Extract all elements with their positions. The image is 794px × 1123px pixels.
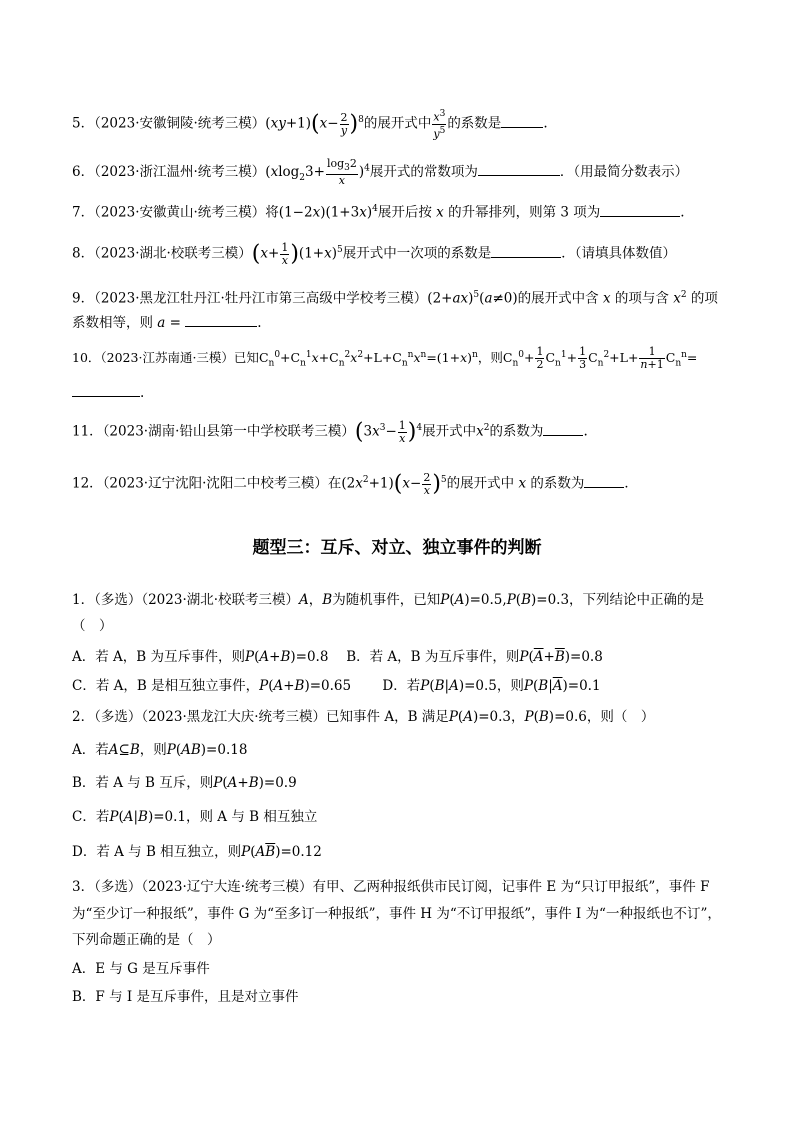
question-b3: 3．（多选）（2023·辽宁大连·统考三模）有甲、乙两种报纸供市民订阅，记事件 E 为“只订甲报纸”，事件 F [72, 879, 710, 895]
answer-blank[interactable] [491, 243, 561, 258]
question-b2: 2．（多选）（2023·黑龙江大庆·统考三模）已知事件 A，B 满足P(A)=0.3，P(B)=0.6，则（ ） [72, 709, 655, 725]
question-source: （2023·安徽铜陵·统考三模） [94, 115, 266, 132]
question-b3-l2: 为“至少订一种报纸”，事件 G 为“至多订一种报纸”，事件 H 为“不订甲报纸”，事件 I 为“一种报纸也不订”， [72, 906, 721, 922]
option-a: A．若A⊆B，则P(AB)=0.18 [72, 742, 248, 758]
answer-blank[interactable] [185, 312, 257, 327]
option-row-cd: C．若 A，B 是相互独立事件，P(A+B)=0.65 D．若P(B|A)=0.5，则$P(B|\overline{A})=0.1$ [72, 678, 601, 694]
option-d: D．若 A 与 B 相互独立，则$P(A\overline{B})=0.12$ [72, 844, 322, 860]
answer-blank[interactable] [478, 161, 560, 176]
question-7: 7．（2023·安徽黄山·统考三模）将$(1-2x)(1+3x)^4$展开后按 x 的升幂排列，则第 3 项为 . [72, 199, 685, 223]
question-9-cont: 系数相等，则 a = . [72, 312, 262, 333]
question-number: 5． [72, 115, 95, 132]
question-9: 9．（2023·黑龙江牡丹江·牡丹江市第三高级中学校考三模）$(2+ax)^5(a\ne 0)$的展开式中含 x 的项与含 $x^2$ 的项 [72, 290, 718, 307]
option-row-ab: A．若 A，B 为互斥事件，则P(A+B)=0.8 B．若 A，B 为互斥事件，则$P(\overline{A}+\overline{B})=0.8$ [72, 649, 603, 665]
option-c: C．若P(A|B)=0.1，则 A 与 B 相互独立 [72, 809, 318, 825]
option-b: B．F 与 I 是互斥事件，且是对立事件 [72, 989, 299, 1005]
question-8: 8．（2023·湖北·校联考三模）(x+ $\frac{1}{x}$ )$(1+x)^5$展开式中一次项的系数是 ．（请填具体数值） [72, 240, 676, 267]
question-10-cont: . [72, 382, 144, 403]
answer-blank[interactable] [543, 421, 583, 436]
option-b: B．若 A，B 为互斥事件，则 [346, 649, 520, 665]
question-11: 11．（2023·湖南·铅山县第一中学校联考三模）($3x^3-$ $\frac{1}{x}$ )$^4$展开式中$x^2$的系数为 . [72, 418, 588, 445]
question-12: 12．（2023·辽宁沈阳·沈阳二中校考三模）在$(2x^2+1)(x-$ $\frac{2}{x}$ )$^5$的展开式中 x 的系数为 ． [72, 470, 638, 497]
answer-blank[interactable] [501, 113, 543, 128]
option-a: A．若 A，B 为互斥事件，则 [72, 649, 246, 665]
question-b3-l3: 下列命题正确的是（ ） [72, 932, 221, 948]
option-d: D．若 [382, 678, 421, 694]
option-b: B．若 A 与 B 互斥，则P(A+B)=0.9 [72, 775, 297, 791]
question-10: 10．（2023·江苏南通·三模）已知$C_n^0+C_n^1x+C_n^2x^2+L+C_n^nx^n=(1+x)^n$，则$C_n^0+$ $\frac{1}{2}$ $C_n^1+$ $\frac{1}{3}$ $C_n^2+L+$ $\frac{1}{n+1}$ $C_n^n=$ [72, 345, 698, 372]
question-6: 6．（2023·浙江温州·统考三模）(xlog$_2$3+ $\frac{\log_32}{x}$ )$^4$展开式的常数项为 ．（用最简分数表示） [72, 157, 689, 188]
section-title: 题型三：互斥、对立、独立事件的判断 [252, 538, 542, 558]
question-b1: 1．（多选）（2023·湖北·校联考三模）A，B为随机事件，已知P(A)=0.5,P(B)=0.3，下列结论中正确的是 [72, 592, 705, 608]
answer-blank[interactable] [584, 473, 624, 488]
question-5: 5．（2023·安徽铜陵·统考三模）(xy+1)(x− $\frac{2}{y}$ )$^8$的展开式中 $\frac{x^3}{y^5}$ 的系数是 . [72, 109, 548, 141]
option-a: A．E 与 G 是互斥事件 [72, 961, 210, 977]
option-c: C．若 A，B 是相互独立事件， [72, 678, 260, 694]
answer-blank[interactable] [72, 382, 140, 397]
question-b1-paren: （ ） [72, 618, 113, 634]
answer-blank[interactable] [600, 202, 680, 217]
